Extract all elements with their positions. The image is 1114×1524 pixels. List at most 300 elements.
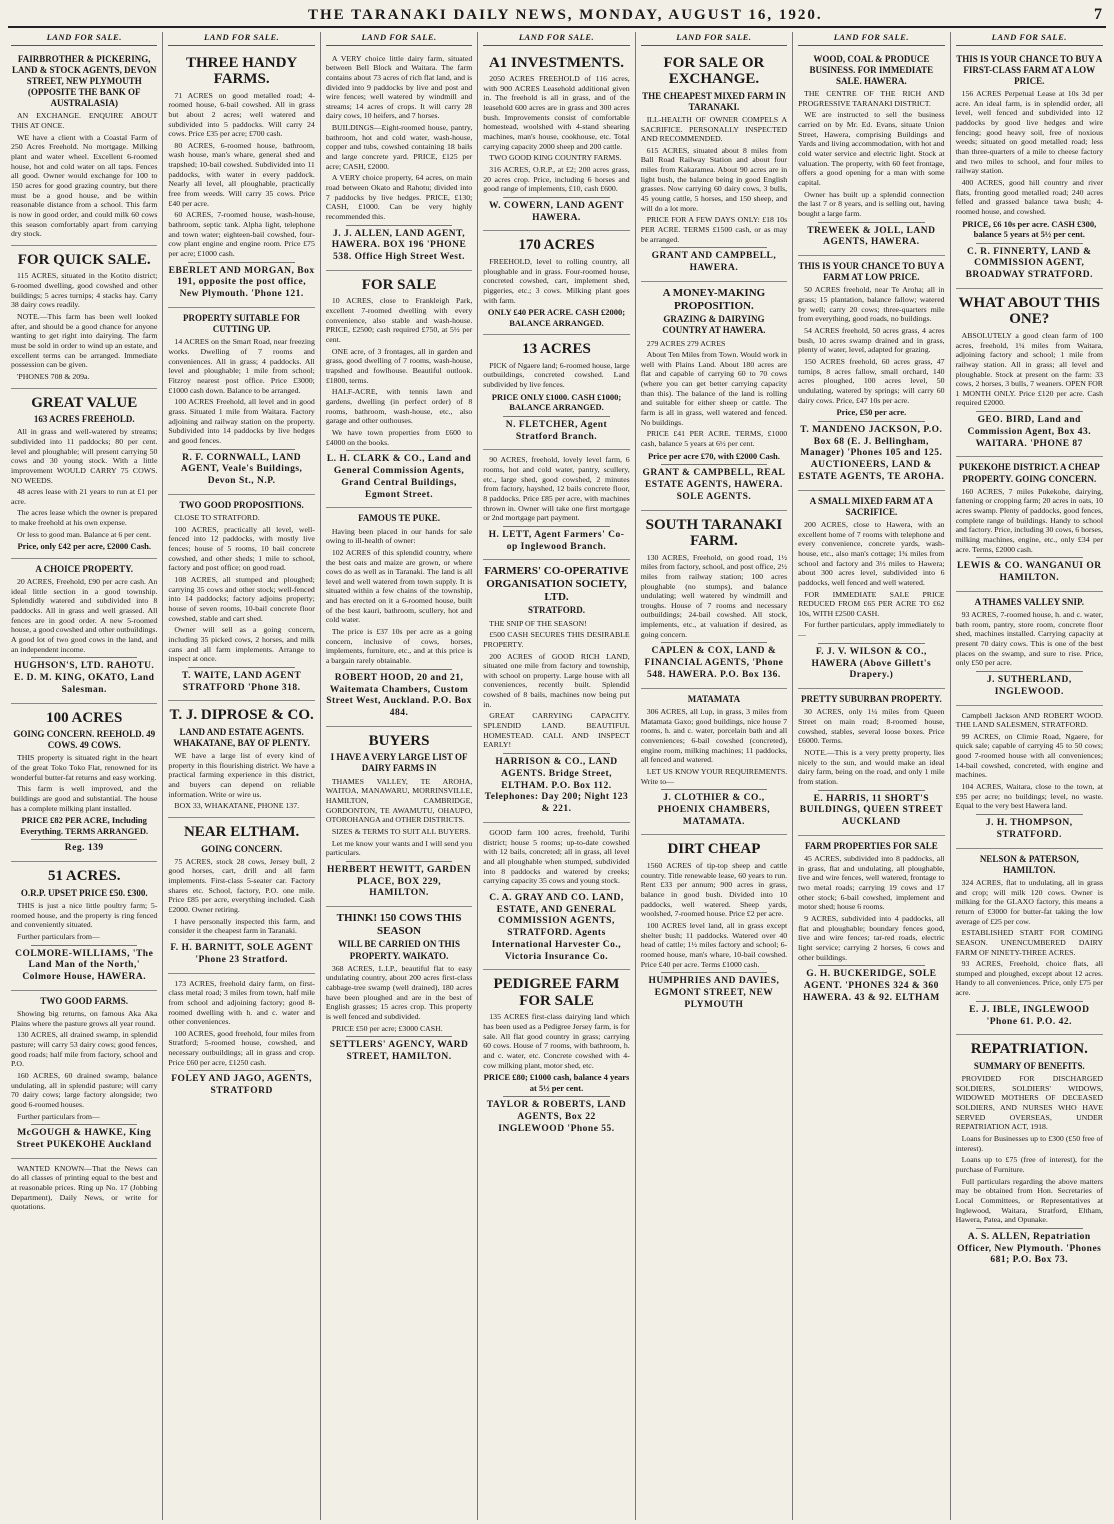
divider: [818, 965, 924, 966]
ad-paragraph: SIZES & TERMS TO SUIT ALL BUYERS.: [331, 826, 471, 836]
divider: [346, 1036, 452, 1037]
ad-paragraph: Further particulars from—: [17, 1111, 100, 1121]
ad-paragraph: PICK of Ngaere land; 6-roomed house, large outbuildings, concreted cowshed. Land subdivided by live fences.: [483, 360, 630, 390]
ad-subhead: THIS IS YOUR CHANCE TO BUY A FIRST-CLASS FARM AT A LOW PRICE.: [956, 53, 1103, 86]
ad-price: PRICE £82 PER ACRE, Including Everything. TERMS ARRANGED.: [20, 815, 149, 836]
divider: [661, 789, 767, 790]
ad-paragraph: PRICE FOR A FEW DAYS ONLY: £18 10s PER ACRE. TERMS £1500 cash, or as may be arranged.: [640, 215, 788, 244]
ad-body: [956, 878, 1103, 998]
page-number: 7: [1094, 6, 1102, 23]
divider: [188, 449, 294, 450]
ad-subhead: GRAZING & DAIRYING COUNTRY AT HAWERA.: [662, 314, 766, 336]
advertisement: [798, 491, 944, 689]
ad-paragraph: THAMES VALLEY, TE AROHA, WAITOA, MANAWARU, MORRINSVILLE, HAMILTON, CAMBRIDGE, GORDONTON, TE AWAMUTU, OHAUPO, OTOROHANGA and OTHER DISTRICTS.: [325, 776, 473, 825]
ad-body: [11, 111, 157, 239]
ad-paragraph: 75 ACRES, stock 28 cows, Jersey bull, 2 good horses, cart, drill and all farm implements. First-class 5-seater car. Factory shares etc. School, factory, P.O. one mile. Price £85 per acre, everything included. Cash £2000. Owner retiring.: [168, 856, 315, 915]
ad-body: [956, 711, 1103, 812]
ad-paragraph: This farm is well improved, and the buildings are good and substantial. The house has a complete milking plant installed.: [11, 784, 158, 813]
ad-subhead: A SMALL MIXED FARM AT A SACRIFICE.: [809, 495, 933, 517]
ad-paragraph: A VERY choice property, 64 acres, on main road between Okato and Rahotu; divided into 7 paddocks by live hedges. PRICE, £130; CASH, £1000. Can be very highly recommended this.: [325, 173, 473, 222]
ad-paragraph: Having been placed in our hands for sale owing to ill-health of owner:: [325, 526, 473, 546]
ad-price: PRICE, £6 10s per acre. CASH £300, balance 5 years at 5½ per cent.: [962, 218, 1097, 240]
ad-headline: SOUTH TARANAKI FARM.: [645, 516, 783, 550]
advertisement: [641, 689, 787, 836]
ad-subhead: LAND AND ESTATE AGENTS. WHAKATANE, BAY OF PLENTY.: [173, 726, 310, 748]
ad-paragraph: 20 ACRES, Freehold, £90 per acre cash. An ideal little section in a good township. Splendidly watered and subdivided into 8 paddocks. All in grass and well grassed. All fences are in good order. A new 5-roomed house, a good cowshed and other outbuildings. A good lot of two good cows in the land, and an independent income.: [11, 577, 158, 654]
ad-paragraph: WE have a large list of every kind of property in this flourishing district. We have a practical farming experience in this district, and buyers can depend on reliable information. Write or wire us.: [168, 751, 315, 799]
ad-body: [11, 427, 157, 539]
ad-agent-signature: GRANT AND CAMPBELL, HAWERA.: [651, 251, 777, 274]
ad-agent-signature: HERBERT HEWITT, GARDEN PLACE, BOX 229, HAMILTON.: [326, 864, 472, 899]
ad-paragraph: ABSOLUTELY a good clean farm of 100 acres, freehold, 1¼ miles from Waitara, adjoining factory and school; 1 mile from railway station. All in grass; all level and ploughable. Stock at present on the farm: 33 cows, 2 horses, 3 bulls, 7 weaners. OPEN FOR 1 MONTH ONLY. Price £120 per acre. Cash required £2000.: [955, 330, 1103, 408]
ad-agent-signature: Reg. 139: [64, 843, 104, 854]
ad-subhead: NELSON & PATERSON, HAMILTON.: [979, 853, 1079, 875]
ad-headline: THREE HANDY FARMS.: [186, 54, 298, 88]
ad-subhead: 163 ACRES FREEHOLD.: [33, 414, 135, 425]
divider: [346, 225, 452, 226]
ad-headline: 170 ACRES: [518, 237, 595, 254]
advertisement: [483, 970, 629, 1141]
advertisement: [168, 701, 314, 818]
ad-paragraph: Further particulars from—: [17, 931, 100, 941]
ad-body: [483, 257, 629, 305]
ad-headline: THINK! 150 COWS THIS SEASON: [336, 912, 462, 937]
ad-subhead: THIS IS YOUR CHANCE TO BUY A FARM AT LOW PRICE.: [798, 261, 945, 283]
ad-paragraph: 615 ACRES, situated about 8 miles from Ball Road Railway Station and about four miles from Kakaramea. About 90 acres are in light bush, the balance being in good English grasses. Now carrying 60 dairy cows, 3 bulls, 45 young cattle, 5 horses, and 150 sheep, and will do a lot more.: [640, 145, 788, 213]
ad-agent-signature: C. A. GRAY AND CO. LAND, ESTATE, AND GENERAL COMMISSION AGENTS, STRATFORD. Agents International Harvester Co., Victoria Insurance Co.: [489, 892, 624, 962]
advertisement: [641, 835, 787, 1017]
ad-headline: DIRT CHEAP: [667, 841, 761, 858]
ad-paragraph: LET US KNOW YOUR REQUIREMENTS. Write to—: [640, 766, 788, 786]
ad-agent-signature: A. S. ALLEN, Repatriation Officer, New Plymouth. 'Phones 681; P.O. Box 73.: [957, 1231, 1102, 1266]
ad-paragraph: 115 ACRES, situated in the Kotito district; 6-roomed dwelling, good cowshed and other buildings; 5 acres turnips; 4 stacks hay. Carry 38 dairy cows readily.: [11, 271, 158, 310]
advertisement: [11, 862, 157, 991]
divider: [818, 643, 924, 644]
ad-paragraph: 400 ACRES, good hill country and river flats, fronting good metalled road; 240 acres felled and grassed balance tawa bush; 4-roomed house, and cowshed.: [955, 177, 1103, 216]
advertisement: [326, 508, 472, 726]
advertisement: [956, 49, 1103, 289]
ad-body: [168, 979, 314, 1068]
advertisement: [483, 49, 629, 232]
ad-paragraph: WANTED KNOWN—That the News can do all classes of printing equal to the best and at reasonable prices. Ring up No. 17 (Jobbing Department), Daily News, or write for quotations.: [11, 1163, 158, 1212]
ad-body: [326, 54, 472, 222]
advertisement: [326, 271, 472, 508]
ad-paragraph: £500 CASH SECURES THIS DESIRABLE PROPERTY.: [483, 630, 630, 649]
ad-agent-signature: TAYLOR & ROBERTS, LAND AGENTS, Box 22 INGLEWOOD 'Phone 55.: [486, 1100, 627, 1134]
ad-body: [798, 520, 944, 640]
divider: [661, 464, 767, 465]
ad-paragraph: 150 ACRES freehold, 60 acres grass, 47 turnips, 8 acres fallow, small orchard, 140 acres ploughed, 100 acres level, 50 undulating, watered by springs; will carry 60 dairy cows. Price, £47 10s per acre.: [798, 356, 945, 405]
ad-paragraph: ESTABLISHED START FOR COMING SEASON. UNENCUMBERED DAIRY FARM OF NINETY-THREE ACRES.: [955, 928, 1103, 957]
advertisement: [11, 559, 157, 704]
column-heading: LAND FOR SALE.: [798, 32, 944, 46]
ad-body: [11, 1009, 157, 1121]
column-7: [951, 32, 1108, 1520]
ad-paragraph: 108 ACRES, all stumped and ploughed; carrying 35 cows and other stock; well-fenced into 14 paddocks; factory adjoins property; house of seven rooms, 10-bail concrete floor cowshed, stable and cart shed.: [168, 574, 315, 623]
advertisement: [168, 495, 314, 702]
ad-paragraph: 71 ACRES on good metalled road; 4-roomed house, 6-bail cowshed. All in grass but about 2 acres; well watered and subdivided into 5 paddocks. Will carry 24 cows. Price £35 per acre; £700 cash.: [168, 90, 315, 139]
ad-body: [11, 271, 157, 381]
column-2: [163, 32, 320, 1520]
advertisement: [798, 256, 944, 491]
ad-agent-signature: McGOUGH & HAWKE, King Street PUKEKOHE Auckland: [16, 1128, 152, 1150]
column-3: [321, 32, 478, 1520]
ad-headline: A MONEY-MAKING PROPOSITION.: [662, 286, 766, 312]
divider: [503, 753, 609, 754]
divider: [31, 839, 137, 840]
ad-price: Price per acre £70, with £2000 Cash.: [647, 450, 780, 461]
column-heading: LAND FOR SALE.: [483, 32, 629, 46]
advertisement: [956, 289, 1103, 458]
ad-paragraph: All in grass and well-watered by streams; subdivided into 11 paddocks; 80 per cent. level and ploughable; will present carrying 50 cows and 30 young stock. With a little improvement WOULD CARRY 75 COWS. NO WEEDS.: [11, 427, 158, 485]
ad-subhead: A CHOICE PROPERTY.: [35, 563, 134, 574]
ad-agent-signature: HUGHSON'S, LTD. RAHOTU. E. D. M. KING, OKATO, Land Salesman.: [14, 661, 155, 695]
ad-paragraph: 9 ACRES, subdivided into 4 paddocks, all flat and ploughable; boundary fences good, live and wire fences; tar-red roads, electric light service; carrying 2 horses, 6 cows and other buildings.: [798, 913, 945, 962]
ad-body: [641, 707, 787, 786]
ad-agent-signature: EBERLET AND MORGAN, Box 191, opposite the post office, New Plymouth. 'Phone 121.: [168, 265, 315, 300]
ad-body: [798, 89, 944, 219]
ad-paragraph: The price is £37 10s per acre as a going concern, inclusive of cows, horses, implements, furniture, etc., and at this price is a bargain rarely obtainable.: [325, 627, 473, 666]
ad-paragraph: Let me know your wants and I will send you particulars.: [325, 838, 473, 858]
advertisement: [326, 49, 472, 271]
ad-body: [956, 331, 1103, 408]
ad-paragraph: 160 ACRES, 7 miles Pukekohe, dairying, fattening or cropping farm; 20 acres in oats, 10 acres swamp. Plenty of paddocks, good fences, complete range of buildings. Handy to school and factory. Price, including 30 cows, 6 horses, milking machines, engine, etc., only £34 per acre. Terms, £2000 cash.: [955, 486, 1103, 554]
advertisement: [956, 1035, 1103, 1273]
column-heading: LAND FOR SALE.: [956, 32, 1103, 46]
ad-price: PRICE £80; £1000 cash, balance 4 years at 5½ per cent.: [483, 1072, 630, 1093]
ad-paragraph: GREAT CARRYING CAPACITY. SPLENDID LAND. BEAUTIFUL HOMESTEAD. CALL AND INSPECT EARLY!: [483, 711, 630, 750]
divider: [503, 526, 609, 527]
advertisement: [641, 282, 787, 511]
divider: [346, 450, 452, 451]
ad-paragraph: 10 ACRES, close to Frankleigh Park, excellent 7-roomed dwelling with every convenience, also stable and wash-house. PRICE, £2500; cash required £750, at 5½ per cent.: [325, 296, 473, 345]
ad-paragraph: 156 ACRES Perpetual Lease at 10s 3d per acre. An ideal farm, is in splendid order, all level, well fenced and subdivided into 12 paddocks by good live hedges and wire fencing; good heavy soil, free of noxious weeds; situated on good metalled road; less than three-quarters of a mile to cheese factory and two miles to school, and four miles to railway station.: [955, 89, 1103, 176]
advertisement: [11, 1159, 157, 1218]
newspaper-title: THE TARANAKI DAILY NEWS, MONDAY, AUGUST 16, 1920.: [308, 7, 823, 23]
ad-paragraph: 368 ACRES, L.I.P., beautiful flat to easy undulating country, about 200 acres first-class cabbage-tree swamp (well drained), 180 acres have been ploughed and are in the best of English grasses; 15 acres crop. This property is well fenced and subdivided.: [325, 963, 473, 1022]
ad-paragraph: GOOD farm 100 acres, freehold, Turihi district; house 5 rooms; up-to-date cowshed with 12 bails, concreted; all in grass, all level and all ploughable when stumped, subdivided into 8 paddocks and watered by creeks; carrying capacity 35 cows and young stock.: [483, 827, 630, 886]
divider: [976, 1228, 1083, 1229]
ad-paragraph: 130 ACRES, all drained swamp, in splendid pasture; will carry 53 dairy cows; good fences, good roads; half mile from factory, school and P.O.: [11, 1030, 158, 1069]
divider: [976, 557, 1083, 558]
ad-subhead: WOOD, COAL & PRODUCE BUSINESS. FOR IMMEDIATE SALE. HAWERA.: [809, 53, 934, 86]
ad-body: [326, 777, 472, 858]
ad-headline: 13 ACRES: [522, 341, 591, 358]
ad-body: [483, 1012, 629, 1070]
ad-agent-signature: FOLEY AND JAGO, AGENTS, STRATFORD: [171, 1074, 312, 1097]
ad-headline: T. J. DIPROSE & CO.: [169, 707, 314, 724]
ad-subhead: O.R.P. UPSET PRICE £50. £300.: [20, 887, 148, 898]
ad-agent-signature: H. LETT, Agent Farmers' Co-op Inglewood Branch.: [488, 529, 625, 552]
ad-agent-signature: E. J. IBLE, INGLEWOOD 'Phone 61. P.O. 42.: [969, 1004, 1090, 1027]
ad-paragraph: 306 ACRES, all l.up, in grass, 3 miles from Matamata Gaxo; good buildings, nice house 7 rooms, h. and c. water, porcelain bath and all conveniences; 6-bail cowshed (concreted), engine room, milking machines; 11 paddocks, all fenced and watered.: [640, 706, 788, 765]
ad-paragraph: 135 ACRES first-class dairying land which has been used as a Pedigree Jersey farm, is for sale. All flat good country in grass; carrying 60 cows. House of 7 rooms, with bathroom, h. and c. water, etc. Concrete cowshed with 4-cow milking plant, motor shed, etc.: [483, 1012, 630, 1070]
ad-paragraph: Campbell Jackson AND ROBERT WOOD. THE LAND SALESMEN, STRATFORD.: [955, 710, 1103, 730]
ad-body: [956, 1074, 1103, 1225]
ad-body: [326, 527, 472, 666]
ad-body: [641, 553, 787, 640]
ad-subhead: A THAMES VALLEY SNIP.: [974, 596, 1084, 607]
column-heading: LAND FOR SALE.: [11, 32, 157, 46]
ad-paragraph: PROVIDED FOR DISCHARGED SOLDIERS, SOLDIERS' WIDOWS, WIDOWED MOTHERS OF DECEASED SOLDIERS, AND NURSES WHO HAVE SERVED OVERSEAS, UNDER REPATRIATION ACT, 1918.: [955, 1073, 1103, 1132]
advertisement: [11, 246, 157, 389]
ad-body: [641, 339, 787, 449]
ad-agent-signature: T. MANDENO JACKSON, P.O. Box 68 (E. J. Bellingham, Manager) 'Phones 105 and 125. AUCTIONEERS, LAND & ESTATE AGENTS, TE AROHA.: [798, 424, 945, 482]
newspaper-page: [6, 32, 1108, 1520]
divider: [661, 972, 767, 973]
ad-paragraph: 279 ACRES 279 ACRES: [646, 338, 726, 348]
ad-paragraph: 173 ACRES, freehold dairy farm, on first-class metal road; 3 miles from town, half mile from school and adjoining factory; good 8-roomed dwelling with h. and c. water and other conveniences.: [168, 978, 315, 1027]
ad-paragraph: PRICE £41 PER ACRE. TERMS, £1000 cash, balance 5 years at 6½ per cent.: [640, 429, 788, 449]
ad-body: [798, 854, 944, 962]
ad-body: [11, 1164, 157, 1212]
advertisement: [641, 49, 787, 282]
ad-agent-signature: HUMPHRIES AND DAVIES, EGMONT STREET, NEW PLYMOUTH: [648, 976, 780, 1010]
ad-subhead: WILL BE CARRIED ON THIS PROPERTY. WAIKATO.: [338, 939, 460, 961]
ad-paragraph: THIS is just a nice little poultry farm; 5-roomed house, and the property is ring fenced and conveniently situated.: [11, 900, 158, 930]
ad-agent-signature: J. J. ALLEN, LAND AGENT, HAWERA. BOX 196 'PHONE 538. Office High Street West.: [331, 228, 467, 263]
ad-paragraph: TWO GOOD KING COUNTRY FARMS.: [489, 153, 622, 163]
ad-paragraph: 14 ACRES on the Smart Road, near freezing works. Dwelling of 7 rooms and conveniences. All in grass; 4 paddocks. All level and ploughable; 1 mile from school; Fitzroy nearest post office. Price £3000; £1000 cash down. Balance to be arranged.: [168, 337, 315, 395]
ad-body: [483, 619, 629, 751]
ad-paragraph: Or less to good man. Balance at 6 per cent.: [17, 529, 152, 539]
advertisement: [956, 849, 1103, 1036]
divider: [346, 861, 452, 862]
advertisement: [11, 389, 157, 559]
column-6: [793, 32, 950, 1520]
ad-paragraph: Loans for Businesses up to £300 (£50 free of interest).: [955, 1133, 1103, 1153]
ad-subhead: FAMOUS TE PUKE.: [358, 513, 441, 524]
divider: [661, 642, 767, 643]
ad-body: [641, 861, 787, 969]
ad-agent-signature: W. COWERN, LAND AGENT HAWERA.: [488, 200, 624, 223]
ad-subhead: THE CHEAPEST MIXED FARM IN TARANAKI.: [642, 90, 786, 112]
ad-price: ONLY £40 PER ACRE. CASH £2000; BALANCE ARRANGED.: [487, 307, 626, 328]
ad-paragraph: 200 ACRES, close to Hawera, with an excellent home of 7 rooms with telephone and every convenience, concrete yards, wash-house, etc., also man's cottage; 1¾ miles from school and factory and 3½ miles to Hawera; about 300 acres level, subdivided into 6 paddocks, well fenced and well watered.: [798, 519, 945, 587]
ad-paragraph: Full particulars regarding the above matters may be obtained from Hon. Secretaries of Local Committees, or Representatives at Inglewood, Waitara, Stratford, Eltham, Hawera, Patea, and Opunake.: [955, 1176, 1103, 1225]
ad-paragraph: 316 ACRES, O.R.P., at £2; 200 acres grass, 20 acres crop. Price, including 6 horses and good range of implements, £10, cash £600.: [483, 164, 630, 194]
ad-paragraph: 100 ACRES Freehold, all level and in good grass. Situated 1 mile from Waitara. Factory adjoining and railway station on the property. Subdivided into 14 paddocks by live hedges and good fences.: [168, 397, 315, 445]
ad-paragraph: 100 ACRES level land, all in grass except shelter bush; 11 paddocks. Watered over 40 head of cattle; 1½ miles factory and school; 6-roomed house, man's whare, 10-bail cowshed. Price £40 per acre. Terms £1000 cash.: [640, 920, 788, 969]
ad-body: [483, 361, 629, 390]
advertisement: [798, 689, 944, 836]
advertisement: [168, 818, 314, 973]
column-heading: LAND FOR SALE.: [641, 32, 787, 46]
ad-subhead: PROPERTY SUITABLE FOR CUTTING UP.: [183, 312, 301, 335]
ad-paragraph: 102 ACRES of this splendid country, where the best oats and maize are grown, or where cows do as well as in Taranaki. The land is all level and well watered from town supply. It is situated within a few chains of the township, and has erected on it a 6-roomed house, built of the best kauri, bathroom, scullery, hot and cold water.: [325, 547, 473, 625]
ad-body: [798, 285, 944, 405]
ad-agent-signature: G. H. BUCKERIDGE, SOLE AGENT. 'PHONES 324 & 360 HAWERA. 43 & 92. ELTHAM: [802, 969, 940, 1003]
ad-agent-signature: ROBERT HOOD, 20 and 21, Waitemata Chambers, Custom Street West, Auckland. P.O. Box 484.: [326, 672, 472, 719]
advertisement: [11, 991, 157, 1159]
divider: [188, 667, 294, 668]
advertisement: [956, 457, 1103, 591]
divider: [346, 669, 452, 670]
column-heading: LAND FOR SALE.: [326, 32, 472, 46]
ad-body: [168, 337, 314, 445]
divider: [503, 1096, 609, 1097]
divider: [503, 889, 609, 890]
ad-paragraph: BUILDINGS—Eight-roomed house, pantry, bathroom, hot and cold water, wash-house, copper and tubs, cowshed containing 18 bails and large concrete yard. PRICE, £125 per acre; CASH, £2000.: [325, 123, 473, 171]
ad-agent-signature: J. SUTHERLAND, INGLEWOOD.: [986, 674, 1072, 697]
ad-paragraph: FREEHOLD, level to rolling country, all ploughable and in grass. Four-roomed house, concreted cowshed, cart, implement shed, piggeries, etc.; 3 cows. Milking plant goes with farm.: [483, 256, 630, 305]
ad-headline: NEAR ELTHAM.: [183, 824, 300, 841]
divider: [31, 1124, 137, 1125]
ad-paragraph: 2050 ACRES FREEHOLD of 116 acres, with 900 ACRES Leasehold additional given in. The freehold is all in grass, and of the leasehold 600 acres are in grass and 300 acres bush. Improvements consist of comfortable homestead, woolshed with 4-stand shearing machines, man's house, cookhouse, etc. Total carrying capacity 2000 sheep and 200 cattle.: [483, 74, 630, 151]
advertisement: [483, 560, 629, 822]
ad-subhead: I HAVE A VERY LARGE LIST OF DAIRY FARMS IN: [330, 752, 468, 774]
ad-paragraph: I have personally inspected this farm, and consider it the cheapest farm in Taranaki.: [168, 916, 315, 936]
column-5: [636, 32, 793, 1520]
ad-headline: A1 INVESTMENTS.: [488, 54, 624, 71]
divider: [976, 243, 1083, 244]
ad-price: Price, only £42 per acre, £2000 Cash.: [17, 541, 151, 552]
ad-subhead: STRATFORD.: [527, 605, 586, 616]
advertisement: [326, 727, 472, 907]
ad-paragraph: ILL-HEALTH OF OWNER COMPELS A SACRIFICE. PERSONALLY INSPECTED AND RECOMMENDED.: [640, 114, 788, 144]
ad-paragraph: 48 acres lease with 21 years to run at £1 per acre.: [11, 487, 158, 506]
ad-body: [168, 751, 314, 811]
ad-body: [483, 455, 629, 523]
ad-body: [11, 753, 157, 813]
advertisement: [956, 592, 1103, 706]
ad-subhead: FARM PROPERTIES FOR SALE: [804, 840, 938, 851]
ad-paragraph: 130 ACRES, Freehold, on good road, 1½ miles from factory, school, and post office, 2½ miles from railway station; 100 acres ploughable (no stumps), and balance undulating; well watered by windmill and troughs. House of 7 rooms and necessary outbuildings; 24-bail cowshed. All stock, implements, etc., at valuation if desired, as going concern.: [640, 552, 788, 639]
ad-subhead: FAIRBROTHER & PICKERING, LAND & STOCK AGENTS, DEVON STREET, NEW PLYMOUTH (OPPOSITE THE BANK OF AUSTRALASIA): [11, 53, 157, 109]
ad-paragraph: Owner will sell as a going concern, including 35 picked cows, 2 horses, and milk cans and all farm implements. Arrange to inspect at once.: [168, 625, 315, 664]
ad-subhead: TWO GOOD FARMS.: [40, 995, 128, 1006]
ad-paragraph: 200 ACRES of GOOD RICH LAND, situated one mile from factory and township, with school on property. Large house with all conveniences, recently built. Splendid cowshed of 8 bails, machines now being put in.: [483, 651, 630, 709]
ad-agent-signature: SETTLERS' AGENCY, WARD STREET, HAMILTON.: [329, 1040, 469, 1063]
ad-agent-signature: F. J. V. WILSON & CO., HAWERA (Above Gillett's Drapery.): [811, 646, 932, 681]
ad-agent-signature: J. CLOTHIER & CO., PHOENIX CHAMBERS, MATAMATA.: [657, 793, 771, 827]
ad-agent-signature: N. FLETCHER, Agent Stratford Branch.: [505, 419, 608, 442]
ad-subhead: GOING CONCERN.: [201, 843, 283, 854]
ad-headline: FARMERS' CO-OPERATIVE ORGANISATION SOCIETY, LTD.: [484, 565, 629, 603]
ad-agent-signature: E. HARRIS, 11 SHORT'S BUILDINGS, QUEEN STREET AUCKLAND: [799, 793, 943, 828]
ad-paragraph: HALF-ACRE, with tennis lawn and gardens, dwelling (in perfect order) of 8 rooms, bathroom, wash-house, etc., also garage and other outhouses.: [325, 387, 473, 426]
ad-agent-signature: T. WAITE, LAND AGENT STRATFORD 'Phone 318.: [182, 670, 302, 693]
ad-agent-signature: GRANT & CAMPBELL, REAL ESTATE AGENTS, HAWERA. SOLE AGENTS.: [642, 468, 786, 502]
divider: [976, 671, 1083, 672]
divider: [818, 421, 924, 422]
ad-paragraph: 324 ACRES, flat to undulating, all in grass and crop; will milk 120 cows. Owner is milking for the GLAXO factory, this means a return of £3000 for butter-fat taking the low average of £25 per cow.: [955, 877, 1103, 926]
ad-agent-signature: COLMORE-WILLIAMS, 'The Land Man of the North,' Colmore House, HAWERA.: [15, 948, 154, 983]
ad-paragraph: THE CENTRE OF THE RICH AND PROGRESSIVE TARANAKI DISTRICT.: [798, 89, 945, 108]
ad-paragraph: The acres lease which the owner is prepared to make freehold at his own expense.: [11, 508, 158, 528]
advertisement: [641, 511, 787, 689]
divider: [503, 416, 609, 417]
ad-price: Price, £50 per acre.: [836, 407, 907, 418]
ad-paragraph: AN EXCHANGE. ENQUIRE ABOUT THIS AT ONCE.: [11, 111, 158, 130]
ad-paragraph: NOTE.—This is a very pretty property, lies nicely to the sun, and would make an ideal dairy farm, being on the road, and only 1 mile from station.: [798, 747, 945, 786]
ad-body: [168, 857, 314, 936]
advertisement: [168, 974, 314, 1104]
ad-body: [168, 91, 314, 259]
ad-headline: REPATRIATION.: [970, 1041, 1088, 1058]
advertisement: [168, 49, 314, 308]
ad-headline: FOR SALE: [361, 276, 437, 293]
ad-price: PRICE ONLY £1000. CASH £1000; BALANCE ARRANGED.: [491, 391, 622, 413]
ad-paragraph: 100 ACRES, good freehold, four miles from Stratford; 5-roomed house, cowshed, and necessary outbuildings; all in grass and crop. Price £60 per acre, £1250 cash.: [168, 1028, 315, 1067]
ad-paragraph: BOX 33, WHAKATANE, PHONE 137.: [174, 801, 300, 811]
ad-body: [483, 828, 629, 886]
ad-paragraph: 93 ACRES, Freehold, choice flats, all stumped and ploughed, except about 12 acres. Handy to all conveniences. Price, only £75 per acre.: [955, 959, 1103, 998]
ad-subhead: SUMMARY OF BENEFITS.: [973, 1060, 1085, 1071]
ad-paragraph: For further particulars, apply immediately to—: [798, 620, 945, 640]
divider: [661, 247, 767, 248]
ad-paragraph: 1560 ACRES of tip-top sheep and cattle country. Title renewable lease, 60 years to run. Rent £33 per annum; 900 acres in grass, balance in good bush. Divided into 10 paddocks, well watered. Sheep yards, woolshed, 7-roomed house. Price £2 per acre.: [640, 860, 788, 919]
ad-paragraph: CLOSE TO STRATFORD.: [174, 512, 260, 522]
ad-paragraph: Showing big returns, on famous Aka Aka Plains where the pasture grows all year round.: [11, 1008, 158, 1028]
ad-agent-signature: GEO. BIRD, Land and Commission Agent, Box 43. WAITARA. 'PHONE 87: [967, 415, 1092, 449]
advertisement: [326, 907, 472, 1070]
ad-subhead: TWO GOOD PROPOSITIONS.: [179, 499, 304, 510]
ad-body: [483, 74, 629, 194]
ad-body: [168, 513, 314, 664]
ad-paragraph: NOTE.—This farm has been well looked after, and should be a good chance for anyone wanting to get right into dairying. The farm must be sold in order to wind up an estate, and excellent terms can be arranged. Immediate possession can be given.: [11, 311, 158, 370]
advertisement: [11, 49, 157, 246]
ad-agent-signature: F. H. BARNITT, SOLE AGENT 'Phone 23 Stratford.: [170, 943, 313, 965]
ad-body: [798, 707, 944, 786]
ad-body: [11, 901, 157, 942]
ad-agent-signature: CAPLEN & COX, LAND & FINANCIAL AGENTS, 'Phone 548. HAWERA. P.O. Box 136.: [644, 646, 784, 680]
divider: [31, 657, 137, 658]
ad-body: [956, 610, 1103, 668]
advertisement: [11, 704, 157, 863]
ad-subhead: MATAMATA: [687, 693, 741, 704]
ad-agent-signature: L. H. CLARK & CO., Land and General Commission Agents, Grand Central Buildings, Egmont Street.: [326, 454, 472, 500]
advertisement: [483, 231, 629, 335]
divider: [976, 1001, 1083, 1002]
ad-paragraph: 93 ACRES, 7-roomed house, h. and c. water, bath room, pantry, store room, concrete floor shed, machines installed. Carrying capacity at present 70 dairy cows. This is one of the best places on the swamp, and sure to rise. Price, only £50 per acre.: [955, 610, 1103, 668]
ad-headline: FOR QUICK SALE.: [17, 251, 151, 268]
ad-headline: 51 ACRES.: [47, 868, 121, 885]
divider: [188, 1070, 294, 1071]
advertisement: [483, 335, 629, 450]
ad-body: [956, 89, 1103, 217]
ad-headline: PEDIGREE FARM FOR SALE: [493, 976, 620, 1009]
ad-paragraph: 99 ACRES, on Climie Road, Ngaere, for quick sale; capable of carrying 45 to 50 cows; good 7-roomed house with all conveniences; 14-bail cowshed, concreted, with engine and machines.: [955, 731, 1103, 780]
divider: [976, 411, 1083, 412]
ad-paragraph: 104 ACRES, Waitara, close to the town, at £95 per acre; no buildings; level, no waste. Equal to the very best Hawera land.: [955, 782, 1103, 811]
ad-body: [641, 115, 787, 245]
ad-headline: FOR SALE OR EXCHANGE.: [663, 54, 765, 88]
ad-agent-signature: J. H. THOMPSON, STRATFORD.: [985, 818, 1073, 840]
ad-paragraph: THIS property is situated right in the heart of the great Toko Toko Flat, renowned for its wonderful butter-fat returns and easy working.: [11, 753, 158, 782]
divider: [818, 790, 924, 791]
ad-paragraph: PRICE £50 per acre; £3000 CASH.: [331, 1023, 443, 1033]
ad-paragraph: ONE acre, of 3 frontages, all in garden and grass, good dwelling of 7 rooms, wash-house, trapshed and fowlhouse. Beautiful outlook. £1800, terms.: [325, 346, 473, 385]
divider: [976, 814, 1083, 815]
divider: [188, 939, 294, 940]
ad-paragraph: Loans up to £75 (free of interest), for the purchase of Furniture.: [955, 1155, 1103, 1174]
ad-headline: BUYERS: [368, 732, 430, 749]
ad-paragraph: We have town properties from £600 to £4000 on the books.: [325, 428, 473, 447]
ad-paragraph: THE SNIP OF THE SEASON!: [489, 618, 587, 628]
advertisement: [956, 706, 1103, 849]
ad-paragraph: A VERY choice little dairy farm, situated between Bell Block and Waitara. The farm contains about 73 acres of rich flat land, and is divided into 9 paddocks by live and post and wire fences; well watered by windmill and streams; 14 acres of crops. It will carry 28 dairy cows, 10 heifers, and 7 horses.: [325, 53, 473, 121]
divider: [31, 945, 137, 946]
ad-body: [956, 487, 1103, 555]
ad-paragraph: About Ten Miles from Town. Would work in well with Plains Land. About 180 acres are flat and capable of carrying 60 to 70 cows (where you can get better carrying capacity than this). The balance of the land is rolling and suitable for either sheep or cattle. The farm is all in grass, well watered and fenced. No buildings.: [640, 350, 788, 427]
column-heading: LAND FOR SALE.: [168, 32, 314, 46]
advertisement: [483, 823, 629, 971]
ad-body: [326, 296, 472, 447]
advertisement: [798, 49, 944, 257]
ad-paragraph: 60 ACRES, 7-roomed house, wash-house, bathroom, septic tank. Alpha light, telephone and town water; eighteen-bail cowshed, four-cow plant engine and engine room. Price £75 per acre; £1000 cash.: [168, 210, 315, 259]
ad-paragraph: 30 ACRES, only 1¼ miles from Queen Street on main road; 8-roomed house, cowshed, stables, several loose boxes. Price £6000. Terms.: [798, 707, 945, 746]
